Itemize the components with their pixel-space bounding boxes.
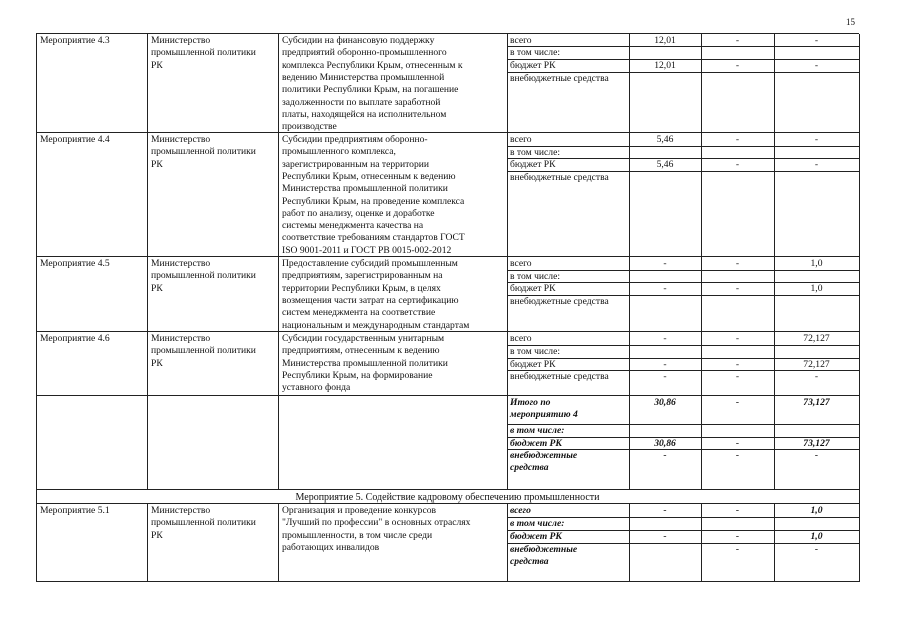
description-line: промышленного комплекса, xyxy=(282,146,396,158)
funding-label: в том числе: xyxy=(510,271,561,282)
funding-value-v2: - xyxy=(735,283,740,294)
executor-line: Министерство xyxy=(151,258,211,269)
column-divider xyxy=(278,133,279,257)
description-line: политики Республики Крым, на погашение xyxy=(282,84,459,96)
funding-value-v3: 73,127 xyxy=(803,397,830,408)
funding-value-v2: - xyxy=(735,258,740,269)
funding-value-v3: - xyxy=(814,371,819,382)
measure-name: Мероприятие 4.6 xyxy=(40,333,110,344)
executor-line: Министерство xyxy=(151,505,211,516)
executor-line: РК xyxy=(151,529,163,541)
description-line: промышленности, в том числе среди xyxy=(282,529,433,541)
funding-value-v1: 30,86 xyxy=(654,397,676,408)
funding-value-v1: 12,01 xyxy=(654,35,676,46)
funding-label: внебюджетные средства xyxy=(510,544,578,568)
funding-value-v1: 12,01 xyxy=(654,60,676,71)
funding-label: всего xyxy=(510,35,532,46)
column-divider xyxy=(701,34,702,133)
description-line: комплекса Республики Крым, отнесенным к xyxy=(282,59,463,71)
description-line: работ по анализу, оценке и доработке xyxy=(282,207,435,219)
executor-line: РК xyxy=(151,282,163,294)
description-line: предприятий оборонно-промышленного xyxy=(282,47,447,59)
funding-value-v3: 1,0 xyxy=(810,283,823,294)
table-border-right xyxy=(859,504,860,582)
funding-value-v3: - xyxy=(814,134,819,145)
table-border-left xyxy=(36,504,37,582)
table-row-group xyxy=(36,33,859,133)
funding-value-v1: 5,46 xyxy=(656,159,674,170)
funding-value-v1: - xyxy=(663,531,667,542)
table-border-right xyxy=(859,396,860,490)
description-line: платы, находящейся на исполнительном xyxy=(282,108,447,120)
funding-label: внебюджетные средства xyxy=(510,296,609,307)
funding-label: внебюджетные средства xyxy=(510,172,609,183)
table-border-left xyxy=(36,133,37,257)
executor-line: промышленной политики xyxy=(151,345,256,357)
funding-label: в том числе: xyxy=(510,346,561,357)
funding-value-v2: - xyxy=(735,371,740,382)
column-divider xyxy=(507,34,508,133)
description-line: уставного фонда xyxy=(282,382,351,394)
column-divider xyxy=(278,332,279,396)
funding-value-v2: - xyxy=(735,333,740,344)
executor-line: РК xyxy=(151,59,163,71)
table-border-bottom xyxy=(36,581,859,582)
executor-line: Министерство xyxy=(151,35,211,46)
column-divider xyxy=(278,504,279,582)
funding-value-v3: - xyxy=(814,159,819,170)
funding-label: всего xyxy=(510,258,532,269)
column-divider xyxy=(278,34,279,133)
description-line: предприятиям, отнесенным к ведению xyxy=(282,345,440,357)
table-border-right xyxy=(859,257,860,332)
funding-label: в том числе: xyxy=(510,147,561,158)
funding-label: всего xyxy=(510,134,532,145)
funding-value-v1: - xyxy=(663,283,667,294)
table-border-left xyxy=(36,332,37,396)
table-row-group xyxy=(36,132,859,257)
column-divider xyxy=(507,332,508,396)
funding-value-v3: - xyxy=(814,60,819,71)
description-line: ведению Министерства промышленной xyxy=(282,71,445,83)
column-divider xyxy=(278,257,279,332)
funding-label: бюджет РК xyxy=(510,531,562,542)
executor-line: промышленной политики xyxy=(151,47,256,59)
funding-label: бюджет РК xyxy=(510,159,556,170)
funding-label: внебюджетные средства xyxy=(510,73,609,84)
funding-value-v2: - xyxy=(735,505,740,516)
table-border-right xyxy=(859,133,860,257)
funding-label: бюджет РК xyxy=(510,60,556,71)
column-divider xyxy=(774,34,775,133)
funding-value-v1: - xyxy=(663,371,667,382)
description-line: Субсидии предприятиям оборонно- xyxy=(282,134,428,145)
funding-value-v2: - xyxy=(735,359,740,370)
funding-label: бюджет РК xyxy=(510,283,556,294)
funding-value-v1: - xyxy=(663,359,667,370)
table-row-group xyxy=(36,256,859,332)
funding-value-v2: - xyxy=(735,60,740,71)
funding-label: внебюджетные средства xyxy=(510,450,578,474)
table-border-right xyxy=(859,490,860,504)
description-line: задолженности по выплате заработной xyxy=(282,96,441,108)
funding-value-v2: - xyxy=(735,531,740,542)
funding-value-v3: 72,127 xyxy=(803,359,830,370)
measure-name: Мероприятие 5.1 xyxy=(40,505,110,516)
funding-value-v2: - xyxy=(735,397,740,408)
funding-value-v2: - xyxy=(735,159,740,170)
funding-value-v1: - xyxy=(663,450,667,461)
column-divider xyxy=(629,133,630,257)
measure-name: Мероприятие 4.3 xyxy=(40,35,110,46)
funding-value-v2: - xyxy=(735,35,740,46)
funding-value-v3: 1,0 xyxy=(810,531,823,542)
table-row-group xyxy=(36,395,859,490)
measure-name: Мероприятие 4.4 xyxy=(40,134,110,145)
funding-label: всего xyxy=(510,505,531,516)
column-divider xyxy=(147,133,148,257)
description-line: соответствие требованиям стандартов ГОСТ xyxy=(282,232,465,244)
table-border-left xyxy=(36,34,37,133)
column-divider xyxy=(147,34,148,133)
column-divider xyxy=(278,396,279,490)
table-border-left xyxy=(36,396,37,490)
table-row-group xyxy=(36,331,859,396)
funding-value-v3: - xyxy=(814,450,819,461)
executor-line: РК xyxy=(151,158,163,170)
column-divider xyxy=(774,133,775,257)
column-divider xyxy=(147,396,148,490)
description-line: Министерства промышленной политики xyxy=(282,357,448,369)
funding-value-v2: - xyxy=(735,134,740,145)
description-line: национальным и международным стандартам xyxy=(282,319,470,331)
description-line: ISO 9001-2011 и ГОСТ РВ 0015-002-2012 xyxy=(282,244,452,256)
funding-value-v3: 72,127 xyxy=(803,333,830,344)
description-line: Субсидии на финансовую поддержку xyxy=(282,35,435,46)
description-line: зарегистрированным на территории xyxy=(282,158,430,170)
funding-value-v1: - xyxy=(663,258,667,269)
column-divider xyxy=(147,504,148,582)
column-divider xyxy=(701,133,702,257)
description-line: предприятиям, зарегистрированным на xyxy=(282,270,443,282)
description-line: Республики Крым, на формирование xyxy=(282,369,433,381)
measure-name: Мероприятие 4.5 xyxy=(40,258,110,269)
funding-value-v2: - xyxy=(735,450,740,461)
description-line: Министерства промышленной политики xyxy=(282,183,448,195)
section-title: Мероприятие 5. Содействие кадровому обеспечению промышленности xyxy=(295,492,600,503)
funding-label: всего xyxy=(510,333,532,344)
column-divider xyxy=(629,34,630,133)
column-divider xyxy=(147,332,148,396)
description-line: Субсидии государственным унитарным xyxy=(282,333,445,344)
funding-value-v3: - xyxy=(814,35,819,46)
description-line: Республики Крым, на проведение комплекса xyxy=(282,195,465,207)
funding-label: бюджет РК xyxy=(510,359,556,370)
funding-label: Итого по мероприятию 4 xyxy=(510,397,578,421)
table-border-right xyxy=(859,34,860,133)
executor-line: РК xyxy=(151,357,163,369)
description-line: Республики Крым, отнесенным к ведению xyxy=(282,170,456,182)
table-border-right xyxy=(859,332,860,396)
executor-line: промышленной политики xyxy=(151,517,256,529)
description-line: работающих инвалидов xyxy=(282,541,380,553)
column-divider xyxy=(507,396,508,490)
funding-value-v3: 73,127 xyxy=(803,438,830,449)
description-line: Предоставление субсидий промышленным xyxy=(282,258,458,269)
funding-value-v3: 1,0 xyxy=(810,258,823,269)
funding-label: внебюджетные средства xyxy=(510,371,609,382)
funding-value-v1: 30,86 xyxy=(654,438,676,449)
executor-line: промышленной политики xyxy=(151,270,256,282)
funding-label: в том числе: xyxy=(510,425,565,436)
funding-label: в том числе: xyxy=(510,518,565,529)
page-number: 15 xyxy=(846,17,855,27)
description-line: "Лучший по профессии" в основных отраслях xyxy=(282,517,471,529)
funding-value-v3: - xyxy=(814,544,819,555)
funding-value-v1: - xyxy=(663,505,667,516)
description-line: территории Республики Крым, в целях xyxy=(282,282,441,294)
funding-label: бюджет РК xyxy=(510,438,562,449)
executor-line: Министерство xyxy=(151,333,211,344)
column-divider xyxy=(147,257,148,332)
table-row-group xyxy=(36,489,859,504)
table-border-left xyxy=(36,257,37,332)
description-line: систем менеджмента на соответствие xyxy=(282,307,436,319)
funding-value-v2: - xyxy=(735,438,740,449)
description-line: системы менеджмента качества на xyxy=(282,220,424,232)
funding-value-v3: 1,0 xyxy=(810,505,823,516)
funding-value-v2: - xyxy=(735,544,740,555)
funding-label: в том числе: xyxy=(510,47,561,58)
column-divider xyxy=(507,133,508,257)
description-line: Организация и проведение конкурсов xyxy=(282,505,437,516)
funding-value-v1: - xyxy=(663,333,667,344)
description-line: производстве xyxy=(282,121,337,133)
table-row-group xyxy=(36,503,859,582)
executor-line: Министерство xyxy=(151,134,211,145)
executor-line: промышленной политики xyxy=(151,146,256,158)
funding-value-v1: 5,46 xyxy=(656,134,674,145)
description-line: возмещения части затрат на сертификацию xyxy=(282,294,459,306)
